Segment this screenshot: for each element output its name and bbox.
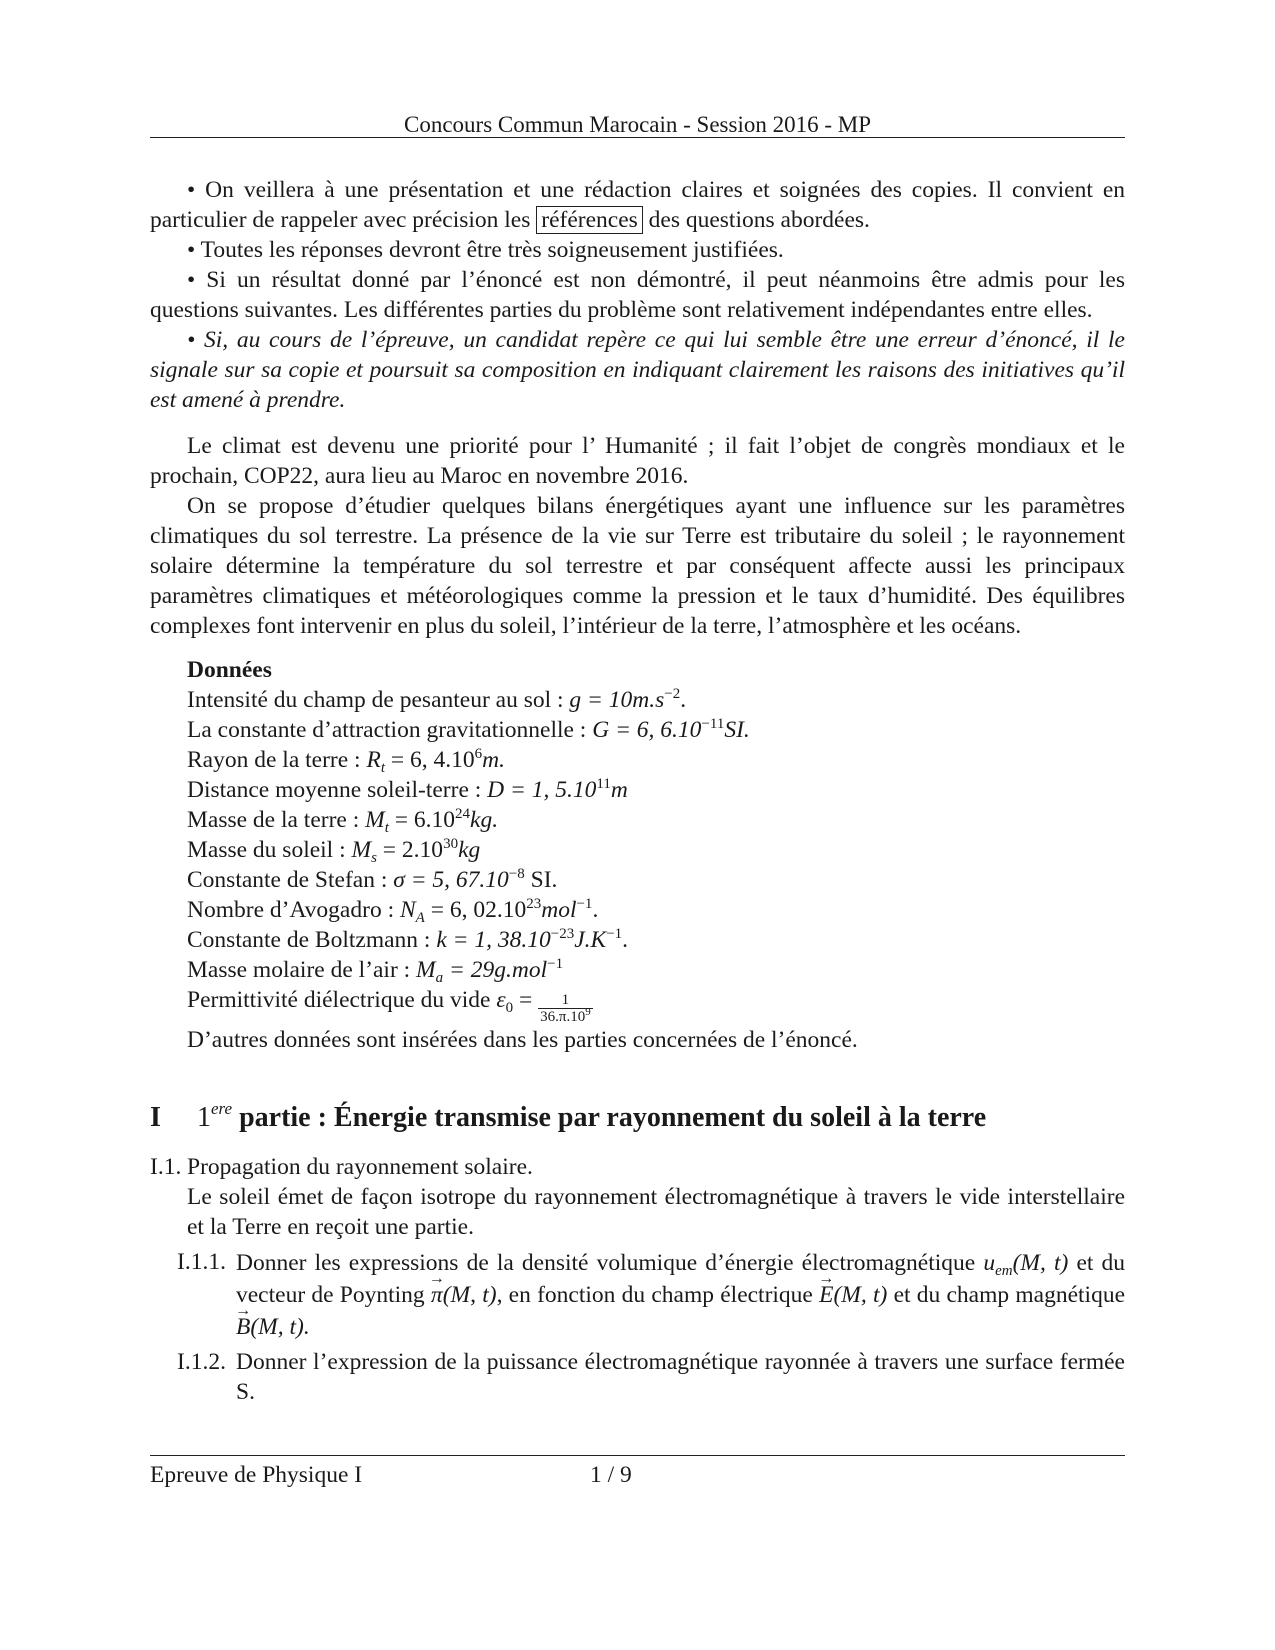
electric-field-symbol: → E [819,1279,833,1311]
footer-page-number: 1 / 9 [590,1462,632,1488]
data-other-note: D’autres données sont insérées dans les parties concernées de l’énoncé. [187,1027,858,1053]
permittivity-fraction: $\frac{1}{36.\pi.10^9}$ [540,992,591,1025]
question-I12-label: I.1.2. [177,1349,226,1375]
data-vacuum-permittivity: Permittivité diélectrique du vide $\varepsilon_0$ = $\frac{1}{36.\pi.10^9}$ [187,987,591,1025]
magnetic-field-symbol: → B [236,1311,250,1343]
data-gravitational-constant: La constante d’attraction gravitationnelle : G = 6, $6.10^{-11}SI$. [187,716,750,743]
intro-climate: Le climat est devenu une priorité pour l’ Humanité ; il fait l’objet de congrès mondiaux et le prochain, COP22, aura lieu au Maroc en novembre 2016. [150,433,1125,489]
question-I1-title: Propagation du rayonnement solaire. [187,1154,533,1180]
data-section [187,655,1125,1055]
question-I11 [150,1247,1125,1343]
instruction-errors: • Si, au cours de l’épreuve, un candidat repère ce qui lui semble être une erreur d’énoncé, il le signale sur sa copie et poursuit sa composition en indiquant clairement les raisons des initiatives qu’il est amené à prendre. [150,327,1125,413]
data-boltzmann: Constante de Boltzmann : k = 1, $38.10^{-23}J.K^{-1}$. [187,926,629,953]
instruction-presentation: • On veillera à une présentation et une rédaction claires et soignées des copies. Il convient en particulier de rappeler avec précision les références des questions abordées. [150,177,1125,233]
header-rule [150,137,1125,138]
instruction-admitted-results: • Si un résultat donné par l’énoncé est non démontré, il peut néanmoins être admis pour les questions suivantes. Les différentes parties du problème sont relativement indépendantes entre elles. [150,267,1125,323]
question-I1-label: I.1. [150,1154,182,1180]
footer-exam-name: Epreuve de Physique I [150,1462,363,1488]
data-gravity: Intensité du champ de pesanteur au sol : $g = 10m.s^{-2}$. [187,686,687,713]
footer-rule [150,1455,1125,1456]
data-title: Données [187,657,272,683]
question-I12 [150,1347,1125,1407]
data-earth-radius: Rayon de la terre : $R_t = 6$, 4.10$^6$m. [187,746,505,776]
boxed-references: références [536,206,643,234]
question-I1-text: Le soleil émet de façon isotrope du rayonnement électromagnétique à travers le vide interstellaire et la Terre en reçoit une partie. [187,1184,1125,1240]
question-I11-text: Donner les expressions de la densité volumique d’énergie électromagnétique $u_{em}(M$, t) et du vecteur de Poynting → π(M, t), en fonction du champ électrique → E(M, t) et du champ magnétique → B(M, t). [236,1247,1125,1343]
data-air-molar-mass: Masse molaire de l’air : $M_a = 29g.mol^{-1}$ [187,956,564,986]
data-sun-mass: Masse du soleil : $M_s = 2.10^{30}kg$ [187,836,481,866]
data-stefan-constant: Constante de Stefan : σ = 5, $67.10^{-8}$ SI. [187,866,558,893]
question-I1 [150,1152,1125,1242]
data-sun-earth-distance: Distance moyenne soleil-terre : D = 1, 5.10$^{11}$m [187,776,628,803]
instruction-justify: • Toutes les réponses devront être très soigneusement justifiées. [187,237,784,263]
poynting-vector-symbol: → π [431,1279,443,1311]
data-avogadro: Nombre d’Avogadro : $N_A = 6$, 02.10$^{23}$mol$^{-1}$. [187,896,599,926]
data-earth-mass: Masse de la terre : $M_t = 6.10^{24}kg$. [187,806,499,836]
page-header: Concours Commun Marocain - Session 2016 - MP [403,112,871,137]
instructions-and-intro [150,175,1125,1055]
part1-heading: I 1ere partie : Énergie transmise par rayonnement du soleil à la terre [150,1099,987,1133]
question-I11-label: I.1.1. [177,1249,226,1275]
question-I12-text: Donner l’expression de la puissance électromagnétique rayonnée à travers une surface fermée S. [236,1349,1125,1405]
intro-energy-balance: On se propose d’étudier quelques bilans énergétiques ayant une influence sur les paramètres climatiques du sol terrestre. La présence de la vie sur Terre est tributaire du soleil ; le rayonnement solaire détermine la température du sol terrestre et par conséquent affecte aussi les principaux paramètres climatiques et météorologiques comme la pression et le taux d’humidité. Des équilibres complexes font intervenir en plus du soleil, l’intérieur de la terre, l’atmosphère et les océans. [150,493,1125,639]
